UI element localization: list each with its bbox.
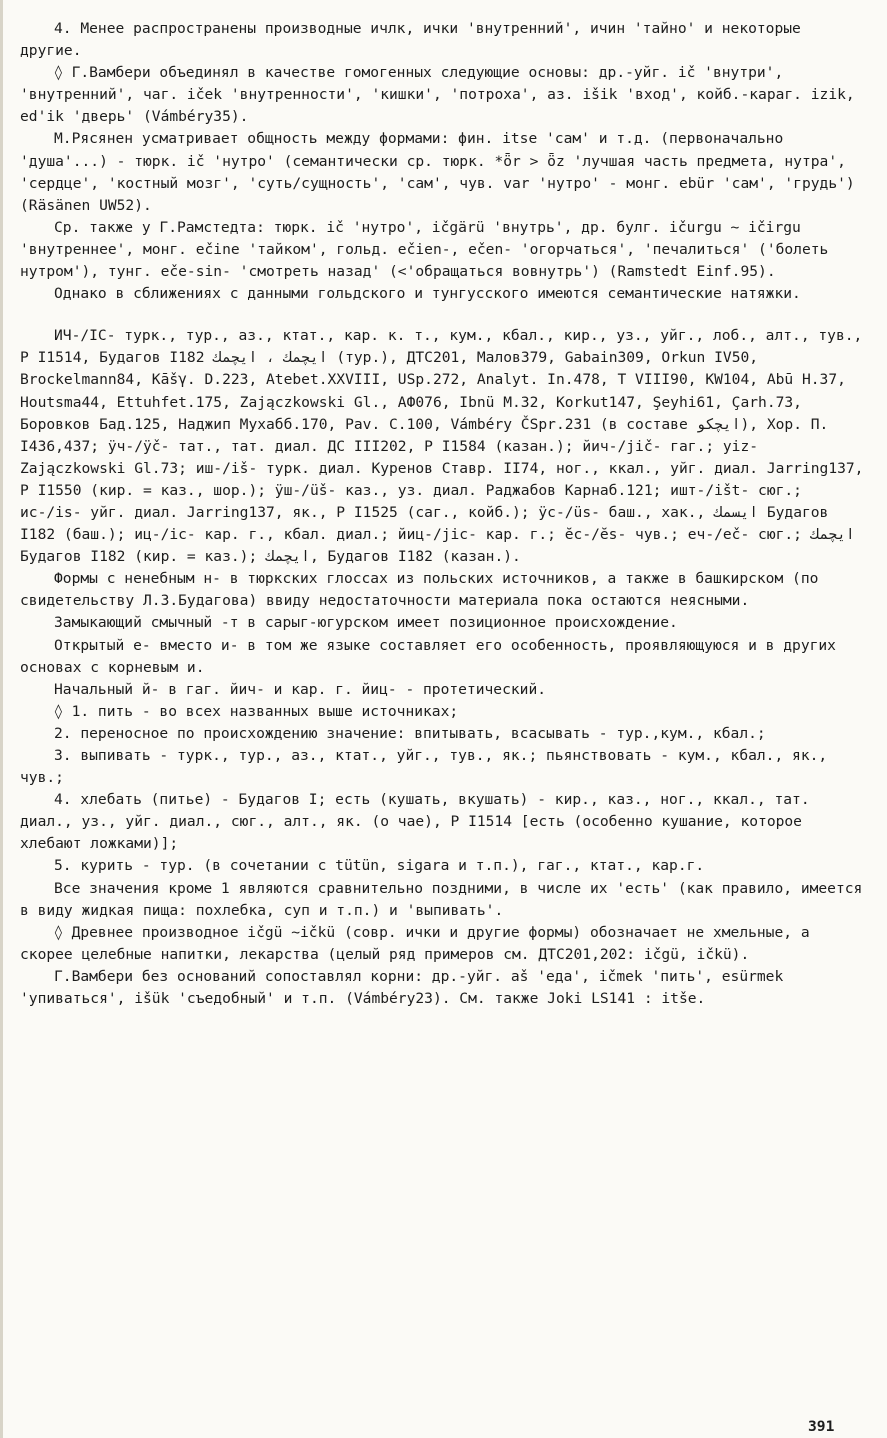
paragraph-derivatives: 4. Менее распространены производные ичлк, ички 'внутренний', ичин 'тайно' и некоторые другие.: [20, 20, 801, 60]
page-number: 391: [808, 1418, 835, 1435]
paragraph-final-t: Замыкающий смычный -т в сарыг-югурском имеет позиционное происхождение.: [54, 614, 678, 632]
paragraph-ramstedt: Ср. также у Г.Рамстедта: тюрк. ič 'нутро', ičgärü 'внутрь', др. булг. ičurgu ~ ičirgu 'внутреннее', монг. ečine 'тайком', гольд. ečien-, ečen- 'огорчаться', 'печалиться' ('болеть нутром'), тунг. eče-sin- 'смотреть назад' (<'обращаться вовнутрь') (Ramstedt Einf.95).: [20, 218, 829, 281]
paragraph-rasanen: М.Рясянен усматривает общность между формами: фин. itse 'сам' и т.д. (первоначально 'душа'...) - тюрк. ič 'нутро' (семантически ср. тюрк. *ȫr > ȫz 'лучшая часть предмета, нутра', 'сердце', 'костный мозг', 'суть/сущность', 'сам', чув. var 'нутро' - монг. ebür 'сам', 'грудь') (Räsänen UW52).: [20, 130, 855, 214]
paragraph-entry-ich: ИЧ-/IC- турк., тур., аз., ктат., кар. к. т., кум., кбал., кир., уз., уйг., лоб., алт., тув., Р I1514, Будагов I182 ایچمك ، ایچمك (тур.), ДТС201, Малов379, Gabain309, Orkun IV50, Brockelmann84, Kāšγ. D.223, Atebet.XXVIII, USp.272, Analyt. In.478, T VIII90, KW104, Abū H.37, Houtsma44, Ettuhfet.175, Zajączkowski Gl., АФ076, Ibnü M.32, Korkut147, Şeyhi61, Çarh.73, Боровков Бад.125, Наджип Мухабб.170, Pav. C.100, Vámbéry ČSpr.231 (в составе ایچكو), Хор. П. I436,437; ӱч-/ӱč- тат., тат. диал. ДС III202, Р I1584 (казан.); йич-/jič- гаг.; yiz- Zajączkowski Gl.73; иш-/iš- турк. диал. Куренов Ставр. II74, ног., ккал., уйг. диал. Jarring137, Р I1550 (кир. = каз., шор.); ӱш-/üš- каз., уз. диал. Раджабов Карнаб.121; ишт-/išt- сюг.; ис-/is- уйг. диал. Jarring137, як., Р I1525 (саг., койб.); ӱс-/üs- баш., хак., ایسمك Будагов I182 (баш.); иц-/ic- кар. г., кбал. диал.; йиц-/jic- кар. г.; ӗс-/ĕs- чув.; еч-/eč- сюг.; ایچمك Будагов I182 (кир. = каз.); ایچمك, Будагов I182 (казан.).: [20, 327, 864, 566]
paragraph-ancient-derivative: ◊ Древнее производное ičgü ~ičkü (совр. ички и другие формы) обозначает не хмельные, а скорее целебные напитки, лекарства (целый ряд примеров см. ДТС201,202: ičgü, ičkü).: [20, 923, 810, 963]
page-edge: [0, 0, 3, 1438]
paragraph-vambery-roots: Г.Вамбери без оснований сопоставлял корни: др.-уйг. aš 'еда', ičmek 'пить', esürmek 'упиваться', išük 'съедобный' и т.п. (Vámbéry23). См. также Joki LS141 : itše.: [20, 967, 784, 1008]
paragraph-open-e: Открытый е- вместо и- в том же языке составляет его особенность, проявляющуюся и в других основах с корневым и.: [20, 636, 836, 676]
paragraph-vambery-homogeneous: ◊ Г.Вамбери объединял в качестве гомогенных следующие основы: др.-уйг. ič 'внутри', 'внутренний', чаг. iček 'внутренности', 'кишки', 'потроха', аз. išik 'вход', койб.-караг. izik, ed'ik 'дверь' (Vámbéry35).: [20, 64, 855, 126]
paragraph-initial-j: Начальный й- в гаг. йич- и кар. г. йиц- - протетический.: [54, 680, 547, 698]
paragraph-late-meanings: Все значения кроме 1 являются сравнительно поздними, в числе их 'есть' (как правило, имеется в виду жидкая пища: похлебка, суп и т.п.) и 'выпивать'.: [20, 879, 863, 919]
meaning-2: 2. переносное по происхождению значение: впитывать, всасывать - тур.,кум., кбал.;: [54, 724, 766, 742]
meaning-3: 3. выпивать - турк., тур., аз., ктат., уйг., тув., як.; пьянствовать - кум., кбал., як., чув.;: [20, 747, 828, 787]
meaning-4: 4. хлебать (питье) - Будагов I; есть (кушать, вкушать) - кир., каз., ног., ккал., тат. диал., уз., уйг. диал., сюг., алт., як. (о чае), Р I1514 [есть (особенно кушание, которое хлебают ложками)];: [20, 791, 810, 853]
paragraph-forms-n: Формы с ненебным н- в тюркских глоссах из польских источников, а также в башкирском (по свидетельству Л.З.Будагова) ввиду недостаточности материала пока остаются неясными.: [20, 570, 819, 610]
section-gap: [20, 305, 870, 325]
page-body: [20, 18, 870, 1010]
meaning-1: ◊ 1. пить - во всех названных выше источниках;: [54, 702, 459, 720]
meaning-5: 5. курить - тур. (в сочетании с tütün, sigara и т.п.), гаг., ктат., кар.г.: [54, 857, 705, 875]
paragraph-semantic-strain: Однако в сближениях с данными гольдского и тунгусского имеются семантические натяжки.: [54, 285, 801, 303]
